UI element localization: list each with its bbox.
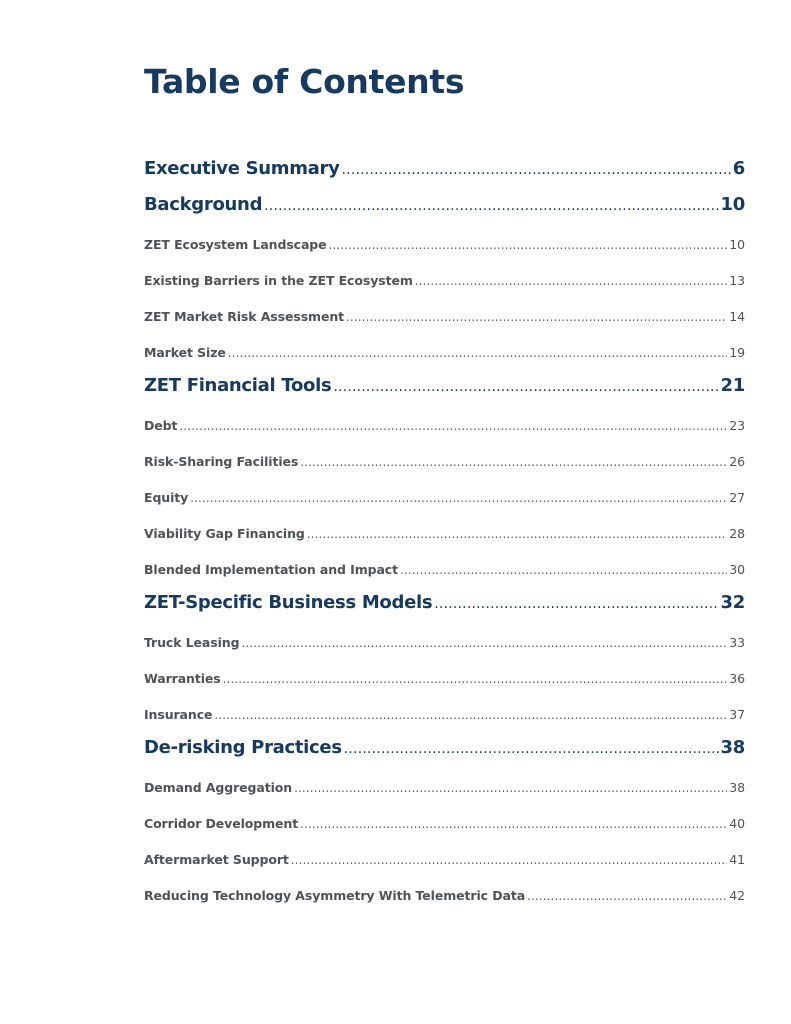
toc-entry-label: Viability Gap Financing [144, 526, 305, 541]
toc-subsection-demand-aggregation[interactable] [144, 780, 745, 798]
toc-entry-page: 6 [732, 158, 745, 179]
toc-entry-label: Equity [144, 490, 189, 505]
toc-subsection-reducing-technology-asymmetry[interactable] [144, 888, 745, 906]
toc-subsection-equity[interactable] [144, 490, 745, 508]
toc-section-background[interactable] [144, 194, 745, 218]
dot-leader [294, 781, 727, 795]
toc-entry-page: 10 [729, 237, 745, 252]
toc-entry-label: Corridor Development [144, 816, 299, 831]
toc-subsection-zet-market-risk-assessment[interactable] [144, 309, 745, 327]
dot-leader [346, 310, 727, 324]
toc-entry-label: Aftermarket Support [144, 852, 289, 867]
toc-entry-page: 41 [729, 852, 745, 867]
toc-entry-page: 33 [729, 635, 745, 650]
dot-leader [342, 162, 731, 178]
toc-entry-label: ZET Market Risk Assessment [144, 309, 345, 324]
toc-subsection-truck-leasing[interactable] [144, 635, 745, 653]
dot-leader [415, 274, 728, 288]
toc-entry-page: 40 [729, 816, 745, 831]
toc-entry-page: 23 [729, 418, 745, 433]
toc-subsection-market-size[interactable] [144, 345, 745, 363]
toc-entry-page: 27 [729, 490, 745, 505]
toc-entry-label: Blended Implementation and Impact [144, 562, 398, 577]
toc-entry-label: ZET Financial Tools [144, 375, 332, 396]
toc-entry-label: Demand Aggregation [144, 780, 293, 795]
toc-entry-page: 32 [720, 592, 745, 613]
dot-leader [179, 419, 727, 433]
toc-entry-label: Market Size [144, 345, 226, 360]
dot-leader [214, 708, 727, 722]
dot-leader [333, 379, 718, 395]
toc-section-zet-specific-business-models[interactable] [144, 592, 745, 616]
dot-leader [400, 563, 727, 577]
toc-entry-label: ZET Ecosystem Landscape [144, 237, 327, 252]
toc-subsection-corridor-development[interactable] [144, 816, 745, 834]
toc-subsection-existing-barriers[interactable] [144, 273, 745, 291]
toc-entry-label: Debt [144, 418, 178, 433]
dot-leader [307, 527, 728, 541]
dot-leader [434, 596, 718, 612]
toc-entry-page: 19 [729, 345, 745, 360]
toc-entry-label: ZET-Specific Business Models [144, 592, 433, 613]
toc-subsection-debt[interactable] [144, 418, 745, 436]
dot-leader [344, 741, 719, 757]
toc-entry-page: 38 [720, 737, 745, 758]
toc-entry-label: Executive Summary [144, 158, 340, 179]
dot-leader [241, 636, 727, 650]
toc-entry-label: Background [144, 194, 263, 215]
toc-entry-label: Risk-Sharing Facilities [144, 454, 299, 469]
toc-entry-label: Reducing Technology Asymmetry With Telemetric Data [144, 888, 526, 903]
toc-entry-label: Warranties [144, 671, 221, 686]
toc-section-executive-summary[interactable] [144, 158, 745, 182]
toc-entry-page: 37 [729, 707, 745, 722]
toc-entry-page: 13 [729, 273, 745, 288]
toc-entry-label: Existing Barriers in the ZET Ecosystem [144, 273, 413, 288]
toc-entry-page: 42 [729, 888, 745, 903]
toc-section-zet-financial-tools[interactable] [144, 375, 745, 399]
toc-subsection-zet-ecosystem-landscape[interactable] [144, 237, 745, 255]
dot-leader [190, 491, 727, 505]
toc-subsection-blended-implementation[interactable] [144, 562, 745, 580]
toc-subsection-warranties[interactable] [144, 671, 745, 689]
dot-leader [300, 817, 727, 831]
toc-entry-label: De-risking Practices [144, 737, 342, 758]
dot-leader [223, 672, 728, 686]
dot-leader [228, 346, 728, 360]
dot-leader [527, 889, 727, 903]
toc-subsection-aftermarket-support[interactable] [144, 852, 745, 870]
dot-leader [300, 455, 727, 469]
dot-leader [291, 853, 728, 867]
toc-entry-page: 38 [729, 780, 745, 795]
dot-leader [264, 198, 718, 214]
toc-entry-label: Truck Leasing [144, 635, 240, 650]
toc-subsection-risk-sharing-facilities[interactable] [144, 454, 745, 472]
toc-entry-page: 30 [729, 562, 745, 577]
toc-entry-page: 26 [729, 454, 745, 469]
dot-leader [329, 238, 728, 252]
toc-entry-label: Insurance [144, 707, 213, 722]
toc-entry-page: 10 [720, 194, 745, 215]
toc-entry-page: 28 [729, 526, 745, 541]
toc-entry-page: 36 [729, 671, 745, 686]
toc-subsection-insurance[interactable] [144, 707, 745, 725]
page-title: Table of Contents [144, 62, 465, 101]
toc-section-de-risking-practices[interactable] [144, 737, 745, 761]
toc-subsection-viability-gap-financing[interactable] [144, 526, 745, 544]
toc-entry-page: 14 [729, 309, 745, 324]
toc-entry-page: 21 [720, 375, 745, 396]
